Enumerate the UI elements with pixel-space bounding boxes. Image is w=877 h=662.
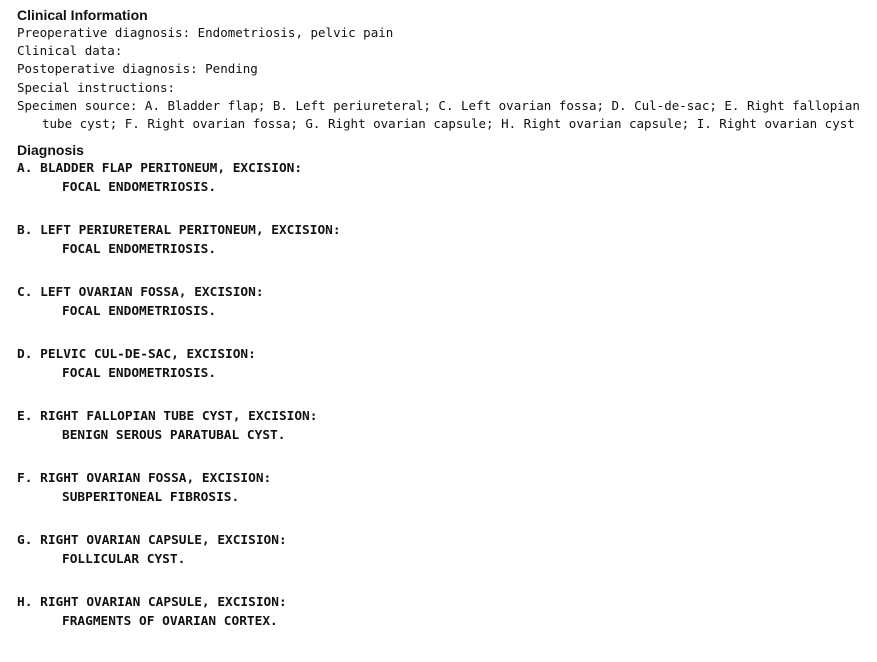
clinical-data: Clinical data: (17, 43, 123, 59)
clinical-information-section (17, 7, 867, 133)
specimen-source: Specimen source: A. Bladder flap; B. Left periureteral; C. Left ovarian fossa; D. Cul-de-sac; E. Right fallopian tube cyst; F. Right ovarian fossa; G. Right ovarian capsule; H. Right ovarian capsule; I. Right ovarian cyst (17, 97, 860, 132)
diagnosis-finding: FOCAL ENDOMETRIOSIS. (62, 180, 217, 196)
postoperative-diagnosis: Postoperative diagnosis: Pending (17, 61, 258, 77)
diagnosis-title: C. LEFT OVARIAN FOSSA, EXCISION: (17, 285, 264, 301)
diagnosis-finding: SUBPERITONEAL FIBROSIS. (62, 490, 240, 506)
diagnosis-item-e (17, 407, 867, 445)
special-instructions: Special instructions: (17, 79, 176, 95)
diagnosis-title: H. RIGHT OVARIAN CAPSULE, EXCISION: (17, 595, 287, 611)
diagnosis-finding: FOLLICULAR CYST. (62, 552, 186, 568)
diagnosis-finding: FOCAL ENDOMETRIOSIS. (62, 242, 217, 258)
diagnosis-item-c (17, 283, 867, 321)
diagnosis-title: F. RIGHT OVARIAN FOSSA, EXCISION: (17, 471, 272, 487)
diagnosis-finding: FRAGMENTS OF OVARIAN CORTEX. (62, 614, 278, 630)
diagnosis-section (17, 142, 867, 631)
preoperative-diagnosis: Preoperative diagnosis: Endometriosis, pelvic pain (17, 25, 394, 40)
diagnosis-finding: BENIGN SEROUS PARATUBAL CYST. (62, 428, 286, 444)
clinical-information-heading: Clinical Information (17, 7, 148, 23)
diagnosis-finding: FOCAL ENDOMETRIOSIS. (62, 304, 217, 320)
diagnosis-heading: Diagnosis (17, 142, 84, 159)
diagnosis-title: G. RIGHT OVARIAN CAPSULE, EXCISION: (17, 533, 287, 549)
diagnosis-item-a (17, 159, 867, 197)
clinical-information-body (17, 24, 867, 133)
diagnosis-title: B. LEFT PERIURETERAL PERITONEUM, EXCISION: (17, 223, 341, 239)
diagnosis-list (17, 159, 867, 631)
diagnosis-item-b (17, 221, 867, 259)
pathology-report (17, 7, 867, 631)
diagnosis-title: E. RIGHT FALLOPIAN TUBE CYST, EXCISION: (17, 409, 318, 425)
diagnosis-title: D. PELVIC CUL-DE-SAC, EXCISION: (17, 347, 256, 363)
diagnosis-item-g (17, 531, 867, 569)
diagnosis-item-f (17, 469, 867, 507)
diagnosis-item-d (17, 345, 867, 383)
diagnosis-title: A. BLADDER FLAP PERITONEUM, EXCISION: (17, 161, 303, 177)
diagnosis-item-h (17, 593, 867, 631)
diagnosis-finding: FOCAL ENDOMETRIOSIS. (62, 366, 217, 382)
